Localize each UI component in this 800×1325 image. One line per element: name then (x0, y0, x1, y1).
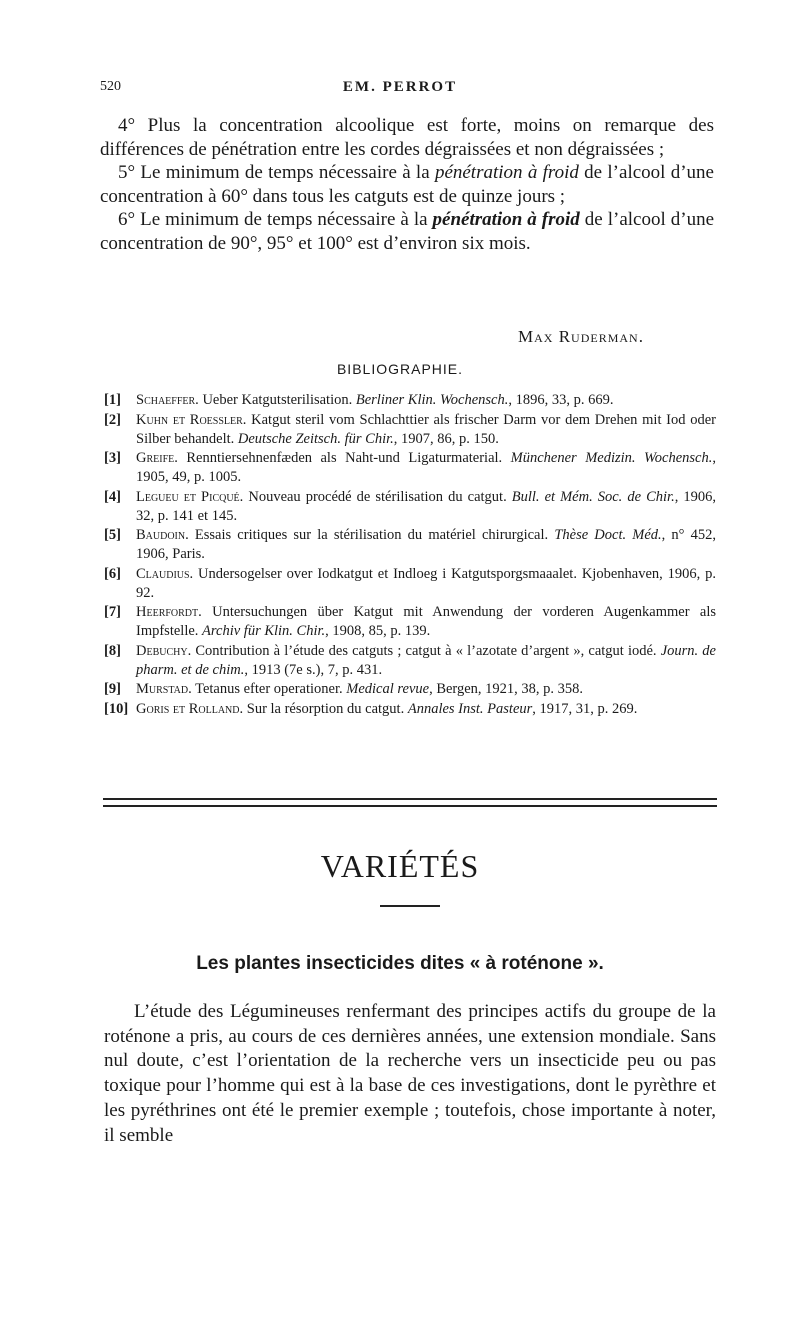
section-divider-bottom (103, 805, 717, 807)
reference-authors: Greife. (136, 450, 178, 466)
reference-item (104, 642, 716, 680)
reference-journal: Thèse Doct. Méd. (554, 527, 662, 543)
reference-details: , 1906, 32, p. 141 et 145. (136, 488, 716, 524)
reference-authors: Schaeffer. (136, 392, 199, 408)
conclusion-6-emphasis: pénétration à froid (432, 209, 580, 230)
reference-authors: Baudoin. (136, 527, 189, 543)
reference-authors: Claudius. (136, 565, 194, 582)
reference-number: [6] (104, 565, 121, 582)
reference-item (104, 565, 716, 603)
reference-item (104, 700, 716, 719)
reference-number: [7] (104, 604, 121, 620)
reference-journal: Medical revue (346, 681, 430, 697)
page-number: 520 (100, 79, 121, 94)
reference-journal: Journ. de pharm. et de chim. (136, 642, 716, 678)
conclusion-5-emphasis: pénétration à froid (434, 162, 579, 183)
conclusion-6-pre: 6° Le minimum de temps nécessaire à la (118, 209, 433, 230)
reference-number: [5] (104, 527, 121, 543)
reference-details: , Bergen, 1921, 38, p. 358. (429, 681, 584, 697)
bibliography-title: BIBLIOGRAPHIE. (336, 361, 464, 377)
reference-details: , 1917, 31, p. 269. (532, 700, 638, 717)
reference-details: , 1908, 85, p. 139. (325, 623, 431, 639)
reference-text: Undersogelser over Iodkatgut et Indloeg i Katgutsporgsmaaalet. Kjobenhaven, 1906, p. 92. (136, 565, 716, 601)
reference-details: , 1905, 49, p. 1005. (136, 450, 716, 485)
reference-number: [4] (104, 488, 121, 505)
reference-journal: Berliner Klin. Wochensch. (355, 392, 509, 408)
reference-journal: Münchener Medizin. Wochensch. (510, 450, 713, 466)
conclusion-5 (100, 161, 714, 208)
reference-item (104, 391, 716, 410)
bibliography-list (104, 391, 716, 719)
reference-text: Essais critiques sur la stérilisation du matériel chirurgical. (188, 527, 555, 543)
conclusion-4: 4° Plus la concentration alcoolique est forte, moins on remarque des différences de pénétration entre les cordes dégraissées et non dégraissées ; (100, 115, 714, 160)
reference-number: [9] (104, 681, 121, 697)
article-title: Les plantes insecticides dites « à roténone ». (196, 953, 604, 974)
conclusion-5-pre: 5° Le minimum de temps nécessaire à la (118, 162, 435, 183)
reference-authors: Kuhn et Roessler. (136, 411, 247, 428)
reference-authors: Heerfordt. (136, 604, 202, 620)
reference-item (104, 488, 716, 526)
reference-item (104, 411, 716, 449)
section-title: VARIÉTÉS (320, 848, 480, 884)
title-underline (380, 905, 440, 907)
reference-number: [10] (104, 700, 129, 717)
running-head: EM. PERROT (342, 79, 458, 95)
section-divider-top (103, 798, 717, 800)
author-signature: Max Ruderman. (518, 327, 644, 346)
reference-number: [2] (104, 411, 121, 428)
reference-details: , 1907, 86, p. 150. (393, 430, 499, 447)
reference-text: Contribution à l’étude des catguts ; catgut à « l’azotate d’argent », catgut iodé. (191, 642, 661, 659)
reference-text: Nouveau procédé de stérilisation du catgut. (243, 488, 512, 505)
conclusion-6-post: de l’alcool d’une concentration de 90°, 95° et 100° est d’environ six mois. (100, 209, 714, 254)
reference-text: Katgut steril vom Schlachttier als frischer Darm vor dem Drehen mit Iod oder Silber behandelt. (136, 411, 716, 447)
conclusions-block (100, 114, 714, 255)
conclusion-5-post: de l’alcool d’une concentration à 60° dans tous les catguts est de quinze jours ; (100, 162, 714, 207)
conclusion-6 (100, 208, 714, 255)
reference-item (104, 526, 716, 564)
reference-number: [8] (104, 642, 121, 659)
reference-authors: Goris et Rolland. (136, 700, 244, 717)
reference-authors: Leguеu et Picqué. (136, 488, 244, 505)
reference-text: Ueber Katgutsterilisation. (198, 392, 356, 408)
reference-journal: Annales Inst. Pasteur (407, 700, 533, 717)
reference-details: , 1896, 33, p. 669. (508, 392, 614, 408)
reference-journal: Archiv für Klin. Chir. (202, 623, 326, 639)
reference-authors: Murstad. (136, 681, 192, 697)
reference-item (104, 680, 716, 699)
article-paragraph: L’étude des Légumineuses renfermant des principes actifs du groupe de la roténone a pris, au cours de ces dernières années, une extension mondiale. Sans nul doute, c’est l’orientation de la recherche vers un insecticide peu ou pas toxique pour l’homme qui est à la base de ces investigations, dont le pyrèthre et les pyréthrines ont été le premier exemple ; toutefois, chose importante à noter, il semble (104, 1001, 716, 1146)
reference-text: Untersuchungen über Katgut mit Anwendung der vorderen Augenkammer als Impfstelle. (136, 604, 716, 639)
reference-details: , 1913 (7e s.), 7, p. 431. (244, 661, 383, 678)
reference-journal: Bull. et Mém. Soc. de Chir. (511, 488, 675, 505)
reference-number: [1] (104, 392, 121, 408)
reference-item (104, 449, 716, 487)
reference-text: Tetanus efter operationer. (191, 681, 347, 697)
page-header (100, 79, 700, 101)
reference-number: [3] (104, 450, 121, 466)
reference-text: Renntiersehnenfæden als Naht-und Ligaturmaterial. (177, 450, 511, 466)
reference-details: , n° 452, 1906, Paris. (136, 527, 717, 562)
reference-text: Sur la résorption du catgut. (243, 700, 408, 717)
reference-journal: Deutsche Zeitsch. für Chir. (237, 430, 394, 447)
reference-item (104, 603, 716, 641)
reference-authors: Debuchy. (136, 642, 192, 659)
